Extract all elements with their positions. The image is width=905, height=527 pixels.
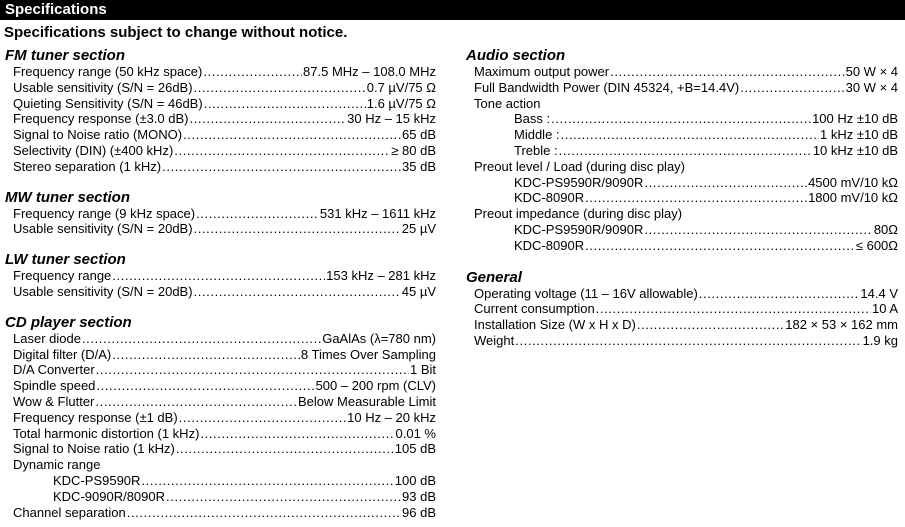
spec-label: KDC-PS9590R/9090R	[514, 174, 644, 190]
spec-label: Laser diode	[13, 330, 81, 346]
spec-value: 8 Times Over Sampling	[300, 346, 436, 362]
spec-value: 0.7 µV/75 Ω	[366, 79, 436, 95]
spec-value: 87.5 MHz – 108.0 MHz	[303, 64, 436, 79]
spec-value: 105 dB	[394, 441, 436, 457]
spec-value: 10 Hz – 20 kHz	[347, 409, 436, 425]
spec-row	[466, 301, 898, 317]
dot-leader	[644, 175, 807, 191]
spec-label: Frequency range (50 kHz space)	[13, 64, 203, 79]
spec-value: 100 dB	[394, 472, 436, 488]
spec-value: 1800 mV/10 kΩ	[808, 190, 898, 206]
dot-leader	[596, 301, 871, 317]
dot-leader	[82, 331, 321, 347]
dot-leader	[162, 159, 401, 175]
spec-row	[5, 378, 436, 394]
spec-label: Total harmonic distortion (1 kHz)	[13, 425, 200, 441]
spec-value: ≤ 600Ω	[855, 237, 898, 253]
spec-label: Installation Size (W x H x D)	[474, 317, 636, 333]
spec-value: 4500 mV/10 kΩ	[808, 174, 898, 190]
spec-value: 500 – 200 rpm (CLV)	[315, 378, 436, 394]
spec-label: Quieting Sensitivity (S/N = 46dB)	[13, 95, 203, 111]
spec-value: 96 dB	[402, 504, 436, 520]
spec-row	[5, 206, 436, 222]
spec-row	[5, 64, 436, 80]
spec-label: KDC-8090R	[514, 190, 585, 206]
dot-leader	[637, 317, 784, 333]
right-column	[466, 48, 898, 349]
spec-row	[5, 394, 436, 410]
dot-leader	[141, 473, 393, 489]
spec-label: KDC-9090R/8090R	[53, 488, 166, 504]
spec-value: 35 dB	[402, 158, 436, 174]
spec-row	[5, 96, 436, 112]
spec-label: Usable sensitivity (S/N = 20dB)	[13, 221, 193, 237]
spec-row	[5, 331, 436, 347]
spec-value: 93 dB	[402, 488, 436, 504]
spec-label: Treble :	[514, 142, 558, 158]
general-section	[466, 270, 898, 349]
spec-row	[466, 80, 898, 96]
page-subtitle: Specifications subject to change without notice.	[4, 24, 348, 41]
spec-value: 14.4 V	[860, 285, 898, 301]
dot-leader	[203, 64, 302, 80]
dot-leader	[176, 441, 394, 457]
spec-value: 1 Bit	[409, 362, 436, 378]
spec-group-label: Preout impedance (during disc play)	[474, 206, 683, 222]
spec-row	[466, 64, 898, 80]
spec-row	[5, 362, 436, 378]
dot-leader	[551, 111, 811, 127]
spec-value: 65 dB	[402, 127, 436, 143]
spec-label: Frequency range	[13, 268, 112, 284]
lw-tuner-section	[5, 252, 436, 300]
spec-row	[5, 268, 436, 284]
spec-label: Frequency response (±3.0 dB)	[13, 111, 189, 127]
spec-value: 153 kHz – 281 kHz	[326, 268, 436, 284]
spec-value: 25 µV	[401, 221, 436, 237]
spec-label: Wow & Flutter	[13, 393, 95, 409]
spec-label: Usable sensitivity (S/N = 26dB)	[13, 79, 193, 95]
spec-row	[5, 410, 436, 426]
fm-tuner-section	[5, 48, 436, 175]
spec-value: 80Ω	[873, 221, 898, 237]
spec-value: 1.9 kg	[862, 332, 898, 348]
spec-value: 182 × 53 × 162 mm	[785, 317, 898, 333]
spec-group-label: Preout level / Load (during disc play)	[474, 158, 686, 174]
spec-label: Current consumption	[474, 301, 595, 317]
spec-label: KDC-PS9590R/9090R	[514, 221, 644, 237]
audio-section	[466, 48, 898, 254]
dot-leader	[179, 410, 346, 426]
spec-row	[466, 111, 898, 127]
dot-leader	[194, 80, 366, 96]
spec-row	[466, 286, 898, 302]
spec-label: Full Bandwidth Power (DIN 45324, +B=14.4V)	[474, 79, 740, 95]
spec-label: Weight	[474, 332, 515, 348]
spec-row	[5, 111, 436, 127]
spec-row	[5, 284, 436, 300]
dot-leader	[96, 378, 314, 394]
dot-leader	[196, 206, 319, 222]
spec-row	[5, 473, 436, 489]
spec-label: Operating voltage (11 – 16V allowable)	[474, 285, 698, 301]
spec-group-label: Tone action	[474, 95, 541, 111]
spec-value: 30 Hz – 15 kHz	[347, 111, 436, 127]
spec-row	[466, 143, 898, 159]
section-heading: LW tuner section	[5, 251, 126, 269]
spec-label: Frequency range (9 kHz space)	[13, 205, 196, 221]
spec-row	[5, 489, 436, 505]
spec-label: Middle :	[514, 127, 560, 143]
section-heading: FM tuner section	[5, 47, 126, 64]
spec-value: 10 A	[871, 301, 898, 317]
dot-leader	[190, 111, 347, 127]
spec-label: KDC-PS9590R	[53, 472, 141, 488]
dot-leader	[559, 143, 812, 159]
section-heading: CD player section	[5, 313, 132, 331]
spec-label: Selectivity (DIN) (±400 kHz)	[13, 142, 174, 158]
dot-leader	[194, 284, 401, 300]
section-heading: MW tuner section	[5, 188, 131, 206]
spec-label: Maximum output power	[474, 64, 610, 79]
spec-label: Spindle speed	[13, 378, 96, 394]
dot-leader	[561, 127, 820, 143]
spec-row	[5, 80, 436, 96]
spec-row	[5, 505, 436, 521]
dot-leader	[585, 238, 855, 254]
spec-group-label: Dynamic range	[13, 457, 101, 473]
dot-leader	[585, 190, 807, 206]
section-heading: Audio section	[466, 47, 566, 64]
dot-leader	[740, 80, 844, 96]
spec-value: 1.6 µV/75 Ω	[366, 95, 436, 111]
spec-label: Signal to Noise ratio (1 kHz)	[13, 441, 175, 457]
spec-label: Stereo separation (1 kHz)	[13, 158, 162, 174]
spec-row	[5, 347, 436, 363]
spec-value: 45 µV	[401, 283, 436, 299]
spec-label: Digital filter (D/A)	[13, 346, 112, 362]
spec-label: KDC-8090R	[514, 237, 585, 253]
spec-value: 10 kHz ±10 dB	[812, 142, 898, 158]
spec-value: 531 kHz – 1611 kHz	[319, 205, 436, 221]
dot-leader	[127, 505, 401, 521]
spec-label: D/A Converter	[13, 362, 95, 378]
spec-row	[466, 238, 898, 254]
spec-row	[5, 159, 436, 175]
spec-row	[466, 127, 898, 143]
spec-row	[5, 441, 436, 457]
spec-row	[466, 317, 898, 333]
spec-value: GaAlAs (λ=780 nm)	[322, 330, 436, 346]
spec-label: Frequency response (±1 dB)	[13, 409, 178, 425]
dot-leader	[112, 347, 300, 363]
spec-value: Below Measurable Limit	[297, 393, 436, 409]
spec-value: 100 Hz ±10 dB	[812, 111, 898, 127]
spec-value: 1 kHz ±10 dB	[820, 127, 898, 143]
spec-row	[5, 221, 436, 237]
dot-leader	[644, 222, 872, 238]
dot-leader	[194, 221, 401, 237]
spec-label: Bass :	[514, 111, 551, 127]
dot-leader	[699, 286, 860, 302]
spec-row	[5, 143, 436, 159]
mw-tuner-section	[5, 190, 436, 238]
dot-leader	[200, 426, 394, 442]
dot-leader	[95, 394, 297, 410]
dot-leader	[166, 489, 401, 505]
spec-value: 30 W × 4	[845, 79, 898, 95]
spec-label: Signal to Noise ratio (MONO)	[13, 127, 183, 143]
dot-leader	[610, 64, 844, 80]
spec-value: 50 W × 4	[845, 64, 898, 79]
page-title: Specifications	[0, 0, 905, 20]
dot-leader	[174, 143, 390, 159]
section-heading: General	[466, 268, 522, 286]
spec-label: Channel separation	[13, 504, 126, 520]
spec-row	[466, 190, 898, 206]
dot-leader	[96, 362, 409, 378]
dot-leader	[112, 268, 325, 284]
spec-row	[5, 127, 436, 143]
spec-row	[466, 222, 898, 238]
cd-player-section	[5, 315, 436, 521]
spec-row	[466, 333, 898, 349]
spec-value: 0.01 %	[395, 425, 436, 441]
dot-leader	[204, 96, 366, 112]
dot-leader	[515, 333, 861, 349]
spec-value: ≥ 80 dB	[391, 142, 436, 158]
spec-row	[5, 426, 436, 442]
spec-row	[466, 175, 898, 191]
spec-label: Usable sensitivity (S/N = 20dB)	[13, 283, 193, 299]
left-column	[5, 48, 436, 520]
dot-leader	[183, 127, 401, 143]
